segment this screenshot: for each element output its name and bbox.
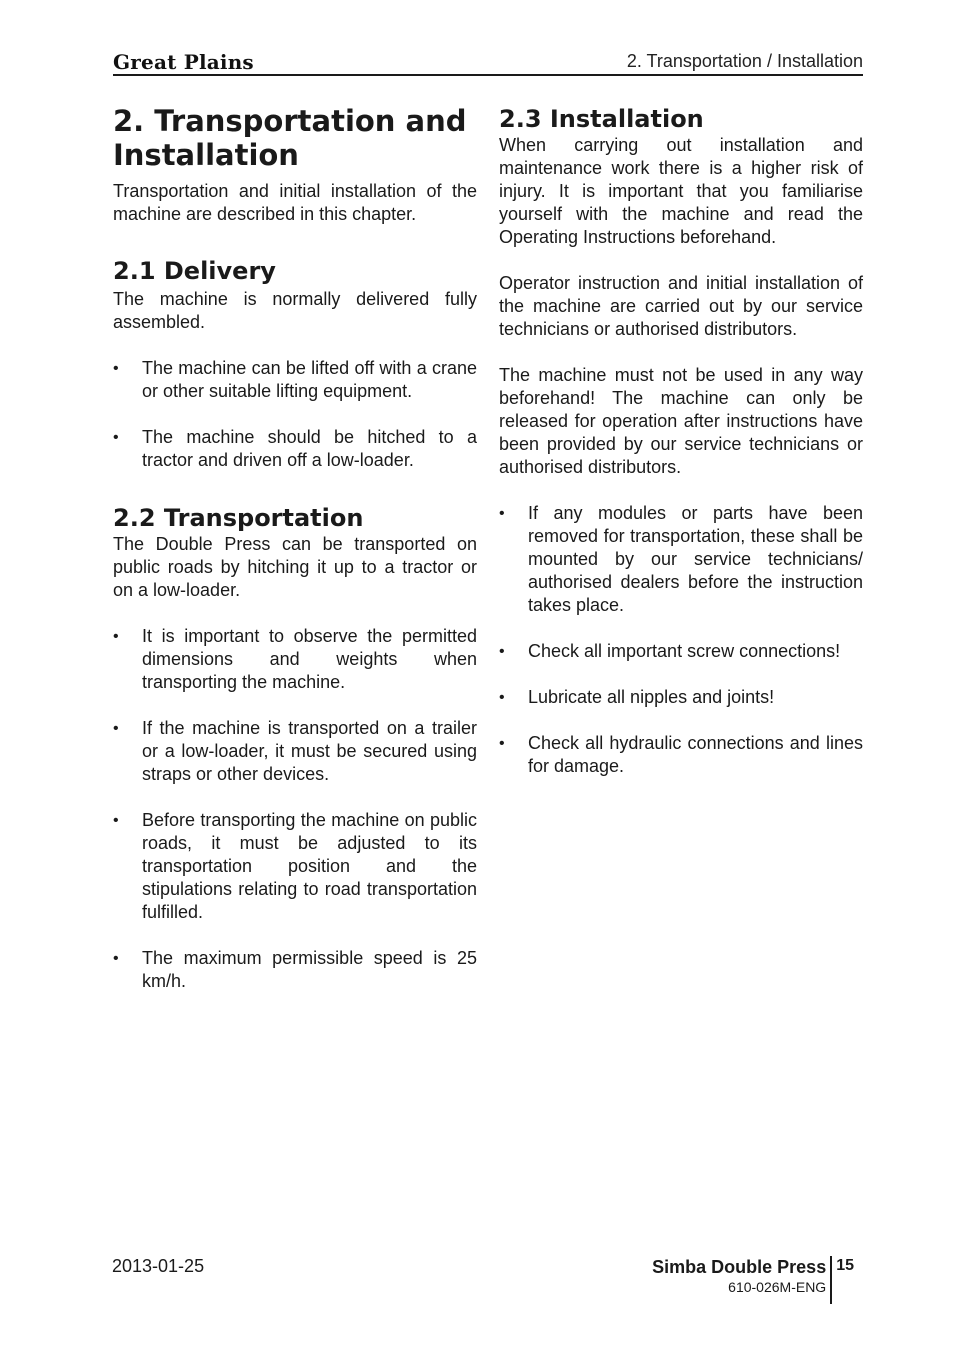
list-item: • The machine can be lifted off with a crane or other suitable lifting equipment.: [113, 357, 477, 403]
chapter-title: 2. Transportation and Installation: [113, 104, 467, 172]
installation-paragraph: When carrying out installation and maintenance work there is a higher risk of injury. It is important that you familiarise yourself with the machine and read the Operating Instructions beforehand.: [499, 135, 863, 247]
page-header: [113, 48, 863, 76]
section-heading-transportation: 2.2 Transportation: [113, 504, 364, 532]
chapter-intro: Transportation and initial installation of the machine are described in this chapter.: [113, 181, 477, 224]
transportation-bullet-list: [113, 625, 477, 993]
installation-paragraph: The machine must not be used in any way beforehand! The machine can only be released for operation after instructions have been provided by our service technicians or authorised distributors.: [499, 365, 863, 477]
product-name: Simba Double Press: [652, 1257, 827, 1277]
delivery-bullet-list: [113, 357, 477, 472]
section-heading-installation: 2.3 Installation: [499, 105, 704, 133]
page-number: 15: [836, 1257, 854, 1274]
list-item: • The maximum permissible speed is 25 km/h.: [113, 947, 477, 993]
transportation-text: The Double Press can be transported on public roads by hitching it up to a tractor or on a low-loader.: [113, 534, 477, 600]
delivery-text: The machine is normally delivered fully assembled.: [113, 289, 477, 332]
list-item: • If any modules or parts have been removed for transportation, these shall be mounted by our service technicians/ authorised dealers before the instruction takes place.: [499, 502, 863, 617]
right-column: [499, 104, 863, 801]
footer-date: 2013-01-25: [112, 1256, 205, 1276]
list-item: • Check all hydraulic connections and lines for damage.: [499, 732, 863, 778]
list-item: • Check all important screw connections!: [499, 640, 863, 663]
left-column: [113, 104, 477, 1016]
page-footer: [652, 1256, 854, 1304]
installation-bullet-list: [499, 502, 863, 778]
list-item: • Before transporting the machine on public roads, it must be adjusted to its transportation position and the stipulations relating to road transportation fulfilled.: [113, 809, 477, 924]
running-section-title: 2. Transportation / Installation: [626, 51, 863, 71]
installation-paragraph: Operator instruction and initial installation of the machine are carried out by our service technicians or authorised distributors.: [499, 273, 863, 339]
list-item: • If the machine is transported on a trailer or a low-loader, it must be secured using straps or other devices.: [113, 717, 477, 786]
list-item: • It is important to observe the permitted dimensions and weights when transporting the machine.: [113, 625, 477, 694]
brand-logo-text: Great Plains: [113, 50, 254, 74]
list-item: • The machine should be hitched to a tractor and driven off a low-loader.: [113, 426, 477, 472]
document-number: 610-026M-ENG: [728, 1279, 827, 1295]
section-heading-delivery: 2.1 Delivery: [113, 257, 276, 285]
list-item: • Lubricate all nipples and joints!: [499, 686, 863, 709]
